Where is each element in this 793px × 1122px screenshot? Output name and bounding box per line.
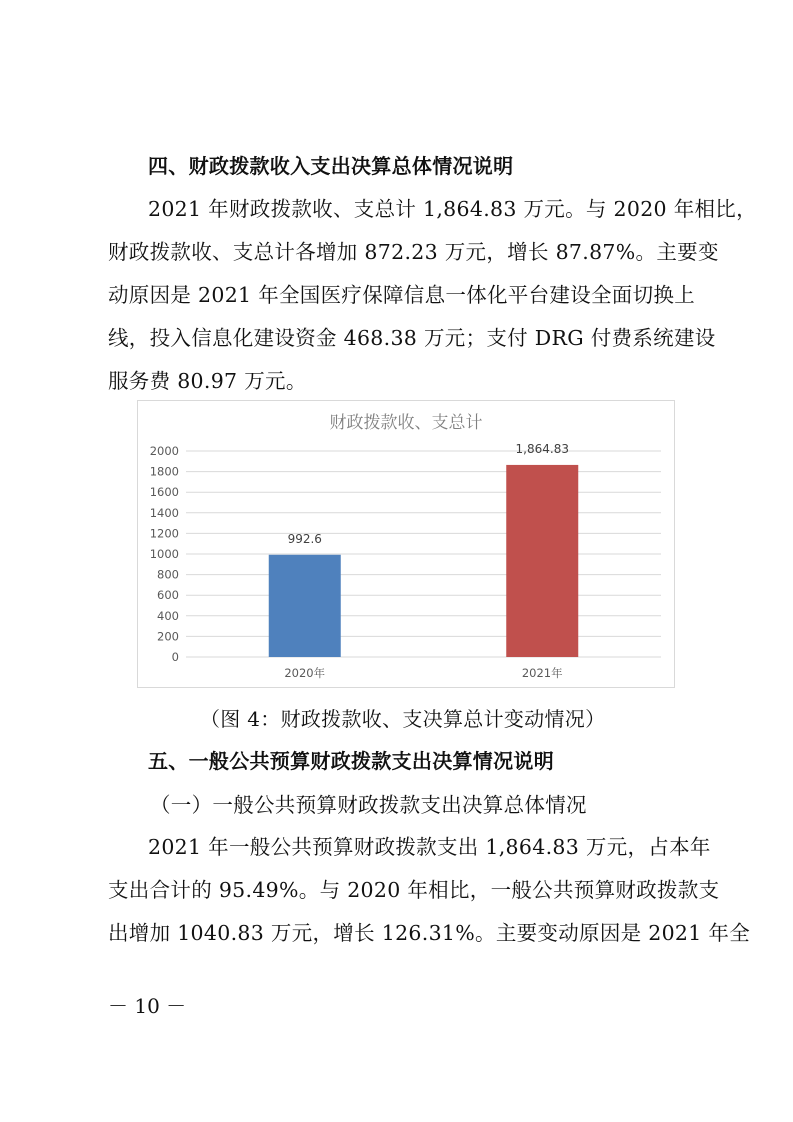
page-number: － 10 －: [108, 994, 187, 1018]
figure-caption: （图 4：财政拨款收、支决算总计变动情况）: [200, 707, 606, 731]
y-tick-label: 800: [157, 567, 179, 582]
y-tick-label: 400: [157, 608, 179, 623]
paragraph-line: 2021 年财政拨款收、支总计 1,864.83 万元。与 2020 年相比，: [148, 197, 757, 221]
paragraph-line: 2021 年一般公共预算财政拨款支出 1,864.83 万元，占本年: [148, 835, 711, 859]
y-tick-label: 1200: [149, 526, 179, 541]
x-tick-label: 2020年: [284, 666, 326, 680]
y-tick-label: 1800: [149, 464, 179, 479]
data-label: 1,864.83: [515, 441, 569, 456]
bar-2020年: [269, 555, 341, 657]
y-tick-label: 1600: [149, 485, 179, 500]
x-axis-ticks: [284, 666, 563, 680]
paragraph-line: 线，投入信息化建设资金 468.38 万元；支付 DRG 付费系统建设: [108, 326, 716, 350]
y-tick-label: 600: [157, 588, 179, 603]
x-tick-label: 2021年: [521, 666, 563, 680]
data-label: 992.6: [287, 531, 322, 546]
section-5-subheading: （一）一般公共预算财政拨款支出决算总体情况: [150, 793, 587, 817]
y-tick-label: 200: [157, 629, 179, 644]
y-tick-label: 1000: [149, 547, 179, 561]
bars: [269, 465, 579, 657]
y-tick-label: 2000: [149, 444, 179, 458]
section-4-heading: 四、财政拨款收入支出决算总体情况说明: [148, 154, 514, 178]
paragraph-line: 动原因是 2021 年全国医疗保障信息一体化平台建设全面切换上: [108, 283, 696, 307]
y-tick-label: 1400: [149, 505, 179, 520]
gridlines: [186, 451, 661, 657]
paragraph-line: 支出合计的 95.49%。与 2020 年相比，一般公共预算财政拨款支: [108, 878, 720, 902]
paragraph-line: 财政拨款收、支总计各增加 872.23 万元，增长 87.87%。主要变: [108, 240, 719, 264]
y-axis-ticks: [150, 444, 179, 664]
bar-2021年: [506, 465, 578, 657]
y-tick-label: 0: [171, 650, 179, 664]
chart-svg: [138, 401, 674, 687]
paragraph-line: 服务费 80.97 万元。: [108, 369, 307, 393]
paragraph-line: 出增加 1040.83 万元，增长 126.31%。主要变动原因是 2021 年全: [108, 921, 751, 945]
bar-chart: [137, 400, 675, 688]
chart-title: 财政拨款收、支总计: [329, 413, 483, 433]
section-5-heading: 五、一般公共预算财政拨款支出决算情况说明: [148, 749, 554, 773]
